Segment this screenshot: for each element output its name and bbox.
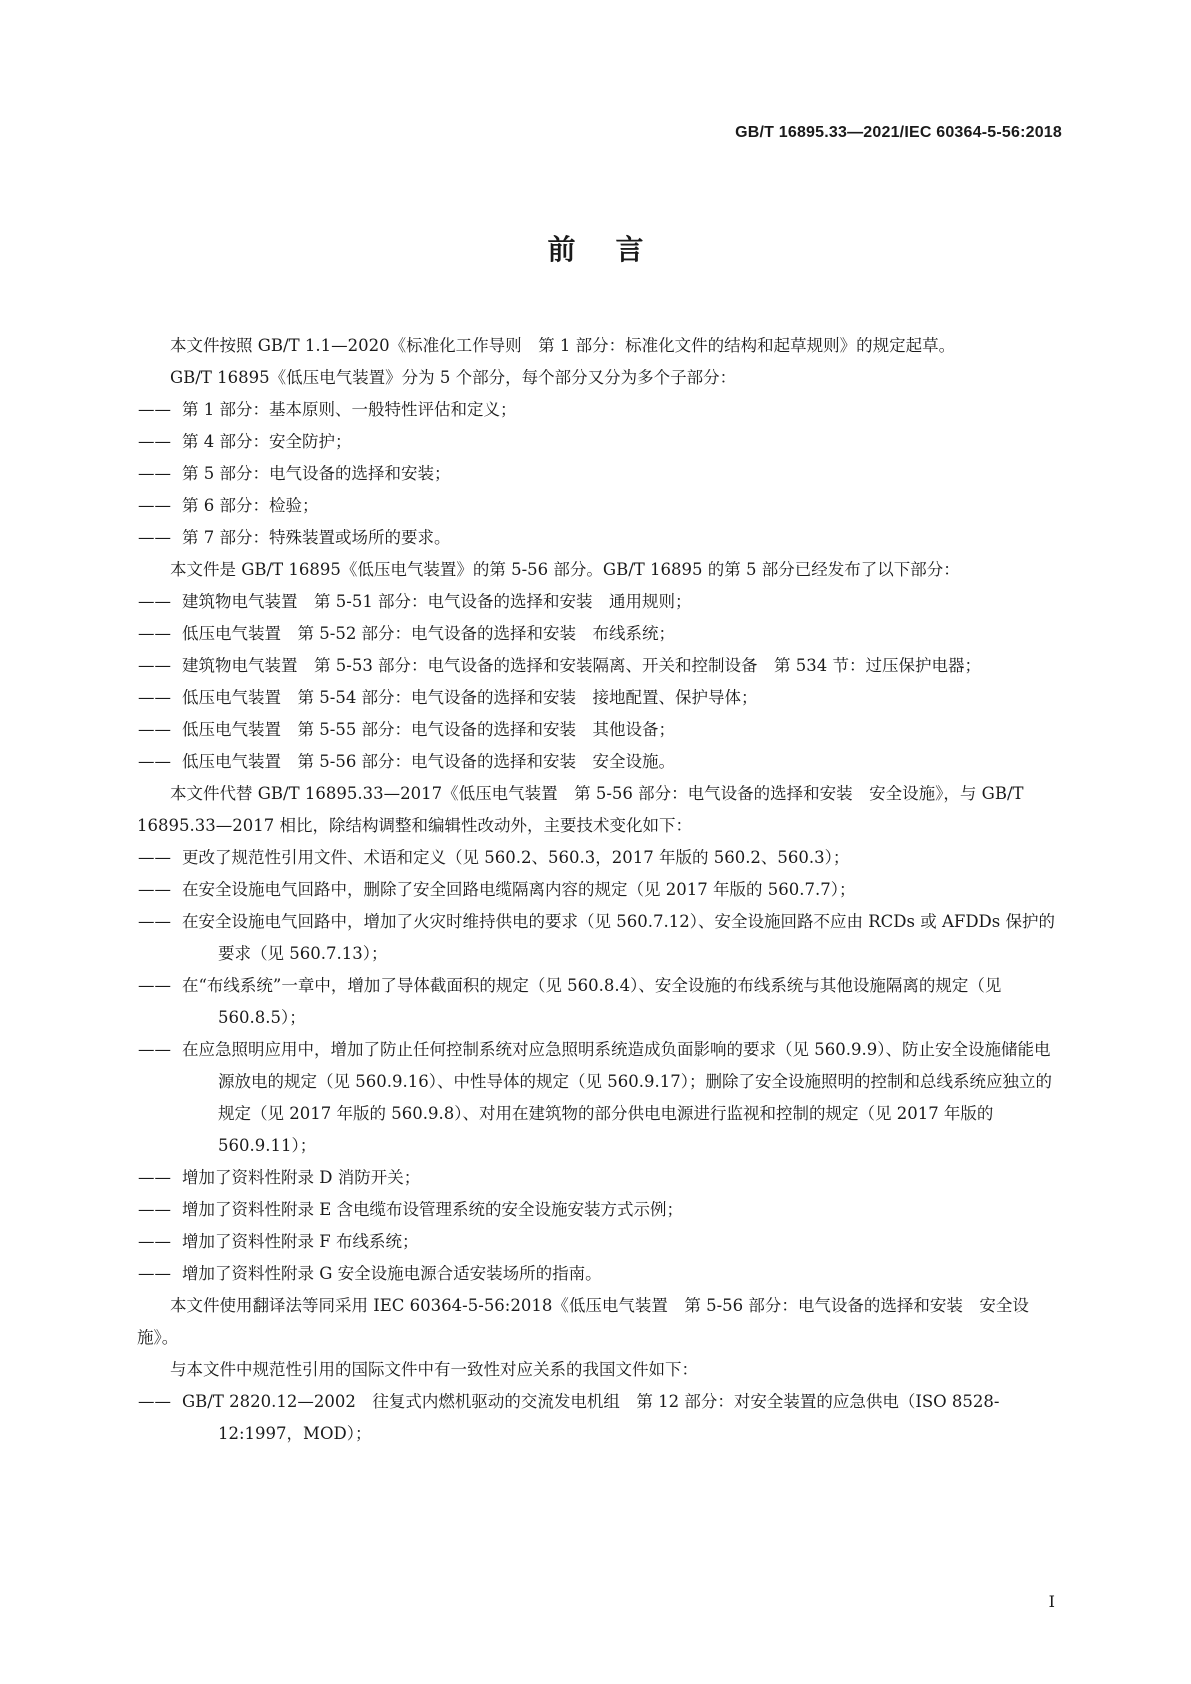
list-item bbox=[137, 1194, 1057, 1226]
list-item bbox=[137, 1258, 1057, 1290]
list-dash: —— bbox=[138, 656, 171, 675]
list-dash: —— bbox=[138, 592, 171, 611]
list-item bbox=[137, 1226, 1057, 1258]
list-item bbox=[137, 682, 1057, 714]
list-dash: —— bbox=[138, 976, 171, 995]
paragraph: 与本文件中规范性引用的国际文件中有一致性对应关系的我国文件如下： bbox=[170, 1360, 698, 1379]
list-item bbox=[137, 522, 1057, 554]
list-item-text: 低压电气装置 第 5-52 部分：电气设备的选择和安装 布线系统； bbox=[182, 624, 676, 643]
list-item-text: 在“布线系统”一章中，增加了导体截面积的规定（见 560.8.4）、安全设施的布线系统与其他设施隔离的规定（见 560.8.5）； bbox=[182, 976, 1002, 1027]
list-item bbox=[137, 746, 1057, 778]
list-item-text: 建筑物电气装置 第 5-53 部分：电气设备的选择和安装隔离、开关和控制设备 第 534 节：过压保护电器； bbox=[182, 656, 982, 675]
paragraph: 本文件使用翻译法等同采用 IEC 60364-5-56:2018《低压电气装置 第 5-56 部分：电气设备的选择和安装 安全设施》。 bbox=[137, 1296, 1029, 1347]
list-item bbox=[137, 1386, 1057, 1450]
list-item-text: 建筑物电气装置 第 5-51 部分：电气设备的选择和安装 通用规则； bbox=[182, 592, 692, 611]
list-dash: —— bbox=[138, 1200, 171, 1219]
list-item-text: 在安全设施电气回路中，增加了火灾时维持供电的要求（见 560.7.12）、安全设施回路不应由 RCDs 或 AFDDs 保护的要求（见 560.7.13）； bbox=[182, 912, 1055, 963]
page-title: 前言 bbox=[547, 233, 684, 266]
list-item-text: 更改了规范性引用文件、术语和定义（见 560.2、560.3，2017 年版的 560.2、560.3）； bbox=[182, 848, 850, 867]
list-dash: —— bbox=[138, 496, 171, 515]
list-item-text: 低压电气装置 第 5-54 部分：电气设备的选择和安装 接地配置、保护导体； bbox=[182, 688, 758, 707]
list-item-text: 第 4 部分：安全防护； bbox=[182, 432, 352, 451]
list-item bbox=[137, 874, 1057, 906]
list-dash: —— bbox=[138, 880, 171, 899]
standard-code-header: GB/T 16895.33—2021/IEC 60364-5-56:2018 bbox=[735, 124, 1062, 141]
list-item-text: 第 1 部分：基本原则、一般特性评估和定义； bbox=[182, 400, 517, 419]
list-dash: —— bbox=[138, 624, 171, 643]
list-item-text: 低压电气装置 第 5-55 部分：电气设备的选择和安装 其他设备； bbox=[182, 720, 676, 739]
list-item-text: 第 6 部分：检验； bbox=[182, 496, 319, 515]
list-item-text: 在应急照明应用中，增加了防止任何控制系统对应急照明系统造成负面影响的要求（见 560.9.9）、防止安全设施储能电源放电的规定（见 560.9.16）、中性导体的规定（见 560.9.17）；删除了安全设施照明的控制和总线系统应独立的规定（见 2017 年版的 560.9.8）、对用在建筑物的部分供电电源进行监视和控制的规定（见 2017 年版的 560.9.11）； bbox=[182, 1040, 1052, 1155]
list-item-text: 第 5 部分：电气设备的选择和安装； bbox=[182, 464, 451, 483]
list-item bbox=[137, 458, 1057, 490]
list-item bbox=[137, 842, 1057, 874]
list-item bbox=[137, 714, 1057, 746]
preface-body bbox=[137, 330, 1057, 1450]
list-item-text: 增加了资料性附录 D 消防开关； bbox=[182, 1168, 421, 1187]
list-dash: —— bbox=[138, 464, 171, 483]
list-item bbox=[137, 426, 1057, 458]
list-dash: —— bbox=[138, 912, 171, 931]
list-item bbox=[137, 618, 1057, 650]
list-item-text: 增加了资料性附录 F 布线系统； bbox=[182, 1232, 419, 1251]
paragraph: 本文件是 GB/T 16895《低压电气装置》的第 5-56 部分。GB/T 16895 的第 5 部分已经发布了以下部分： bbox=[170, 560, 960, 579]
list-dash: —— bbox=[138, 400, 171, 419]
list-dash: —— bbox=[138, 752, 171, 771]
list-item bbox=[137, 650, 1057, 682]
list-item bbox=[137, 906, 1057, 970]
list-item bbox=[137, 490, 1057, 522]
list-dash: —— bbox=[138, 1040, 171, 1059]
list-dash: —— bbox=[138, 1168, 171, 1187]
list-item-text: 第 7 部分：特殊装置或场所的要求。 bbox=[182, 528, 451, 547]
list-item-text: 增加了资料性附录 E 含电缆布设管理系统的安全设施安装方式示例； bbox=[182, 1200, 684, 1219]
list-dash: —— bbox=[138, 688, 171, 707]
list-dash: —— bbox=[138, 720, 171, 739]
list-item bbox=[137, 586, 1057, 618]
list-item bbox=[137, 970, 1057, 1034]
list-dash: —— bbox=[138, 1264, 171, 1283]
paragraph: GB/T 16895《低压电气装置》分为 5 个部分，每个部分又分为多个子部分： bbox=[170, 368, 737, 387]
list-dash: —— bbox=[138, 1232, 171, 1251]
list-item-text: 增加了资料性附录 G 安全设施电源合适安装场所的指南。 bbox=[182, 1264, 602, 1283]
list-item-text: GB/T 2820.12—2002 往复式内燃机驱动的交流发电机组 第 12 部分：对安全装置的应急供电（ISO 8528-12:1997，MOD）； bbox=[182, 1392, 1000, 1443]
list-item bbox=[137, 1034, 1057, 1162]
page-number: I bbox=[1048, 1592, 1055, 1611]
list-dash: —— bbox=[138, 848, 171, 867]
paragraph: 本文件按照 GB/T 1.1—2020《标准化工作导则 第 1 部分：标准化文件的结构和起草规则》的规定起草。 bbox=[170, 336, 956, 355]
list-dash: —— bbox=[138, 528, 171, 547]
list-item-text: 低压电气装置 第 5-56 部分：电气设备的选择和安装 安全设施。 bbox=[182, 752, 676, 771]
list-dash: —— bbox=[138, 1392, 171, 1411]
paragraph: 本文件代替 GB/T 16895.33—2017《低压电气装置 第 5-56 部分：电气设备的选择和安装 安全设施》，与 GB/T 16895.33—2017 相比，除结构调整和编辑性改动外，主要技术变化如下： bbox=[137, 784, 1024, 835]
list-dash: —— bbox=[138, 432, 171, 451]
list-item-text: 在安全设施电气回路中，删除了安全回路电缆隔离内容的规定（见 2017 年版的 560.7.7）； bbox=[182, 880, 856, 899]
list-item bbox=[137, 394, 1057, 426]
list-item bbox=[137, 1162, 1057, 1194]
